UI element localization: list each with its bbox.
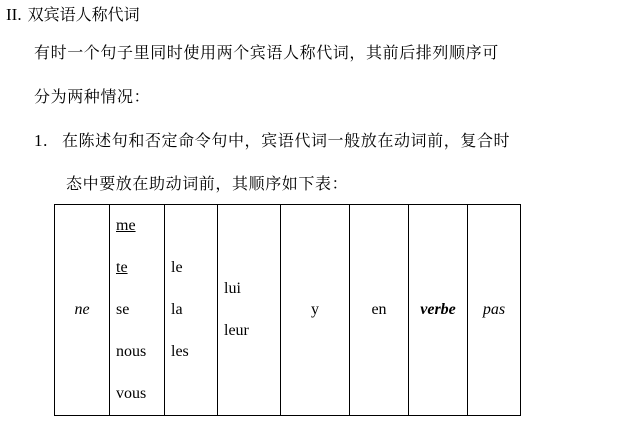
pronoun-order-table — [54, 204, 521, 416]
section-heading — [6, 5, 140, 25]
cell-text: pas — [482, 301, 506, 318]
table-cell-direct-pronouns — [165, 205, 218, 416]
pronoun-se: se — [116, 301, 130, 318]
cell-text: y — [311, 301, 319, 318]
table-row — [55, 205, 521, 416]
pronoun-vous: vous — [116, 385, 147, 402]
table-cell-ne — [55, 205, 110, 416]
pronoun-te: te — [116, 259, 128, 276]
table-cell-en — [350, 205, 409, 416]
cell-text: en — [371, 301, 387, 318]
pronoun-la: la — [171, 301, 183, 318]
list-item-1 — [34, 131, 510, 151]
section-number: II. — [6, 5, 22, 24]
pronoun-leur: leur — [224, 322, 249, 339]
pronoun-les: les — [171, 343, 189, 360]
intro-line-2: 分为两种情况： — [34, 87, 151, 106]
table-cell-y — [281, 205, 350, 416]
list-item-text-line-2: 态中要放在助动词前，其顺序如下表： — [66, 174, 349, 193]
section-title: 双宾语人称代词 — [27, 5, 140, 24]
table-cell-reflexive-pronouns — [110, 205, 165, 416]
table-cell-pas — [468, 205, 521, 416]
pronoun-lui: lui — [224, 280, 241, 297]
pronoun-le: le — [171, 259, 183, 276]
cell-text: verbe — [420, 301, 456, 318]
list-item-text-line-1: 在陈述句和否定命令句中，宾语代词一般放在动词前，复合时 — [61, 131, 511, 150]
pronoun-nous: nous — [116, 343, 147, 360]
pronoun-me: me — [116, 217, 136, 234]
list-item-number: 1. — [34, 131, 48, 150]
table-cell-verbe — [409, 205, 468, 416]
intro-line-1: 有时一个句子里同时使用两个宾语人称代词，其前后排列顺序可 — [34, 43, 499, 62]
table-cell-indirect-pronouns — [218, 205, 281, 416]
cell-text: ne — [74, 301, 90, 318]
